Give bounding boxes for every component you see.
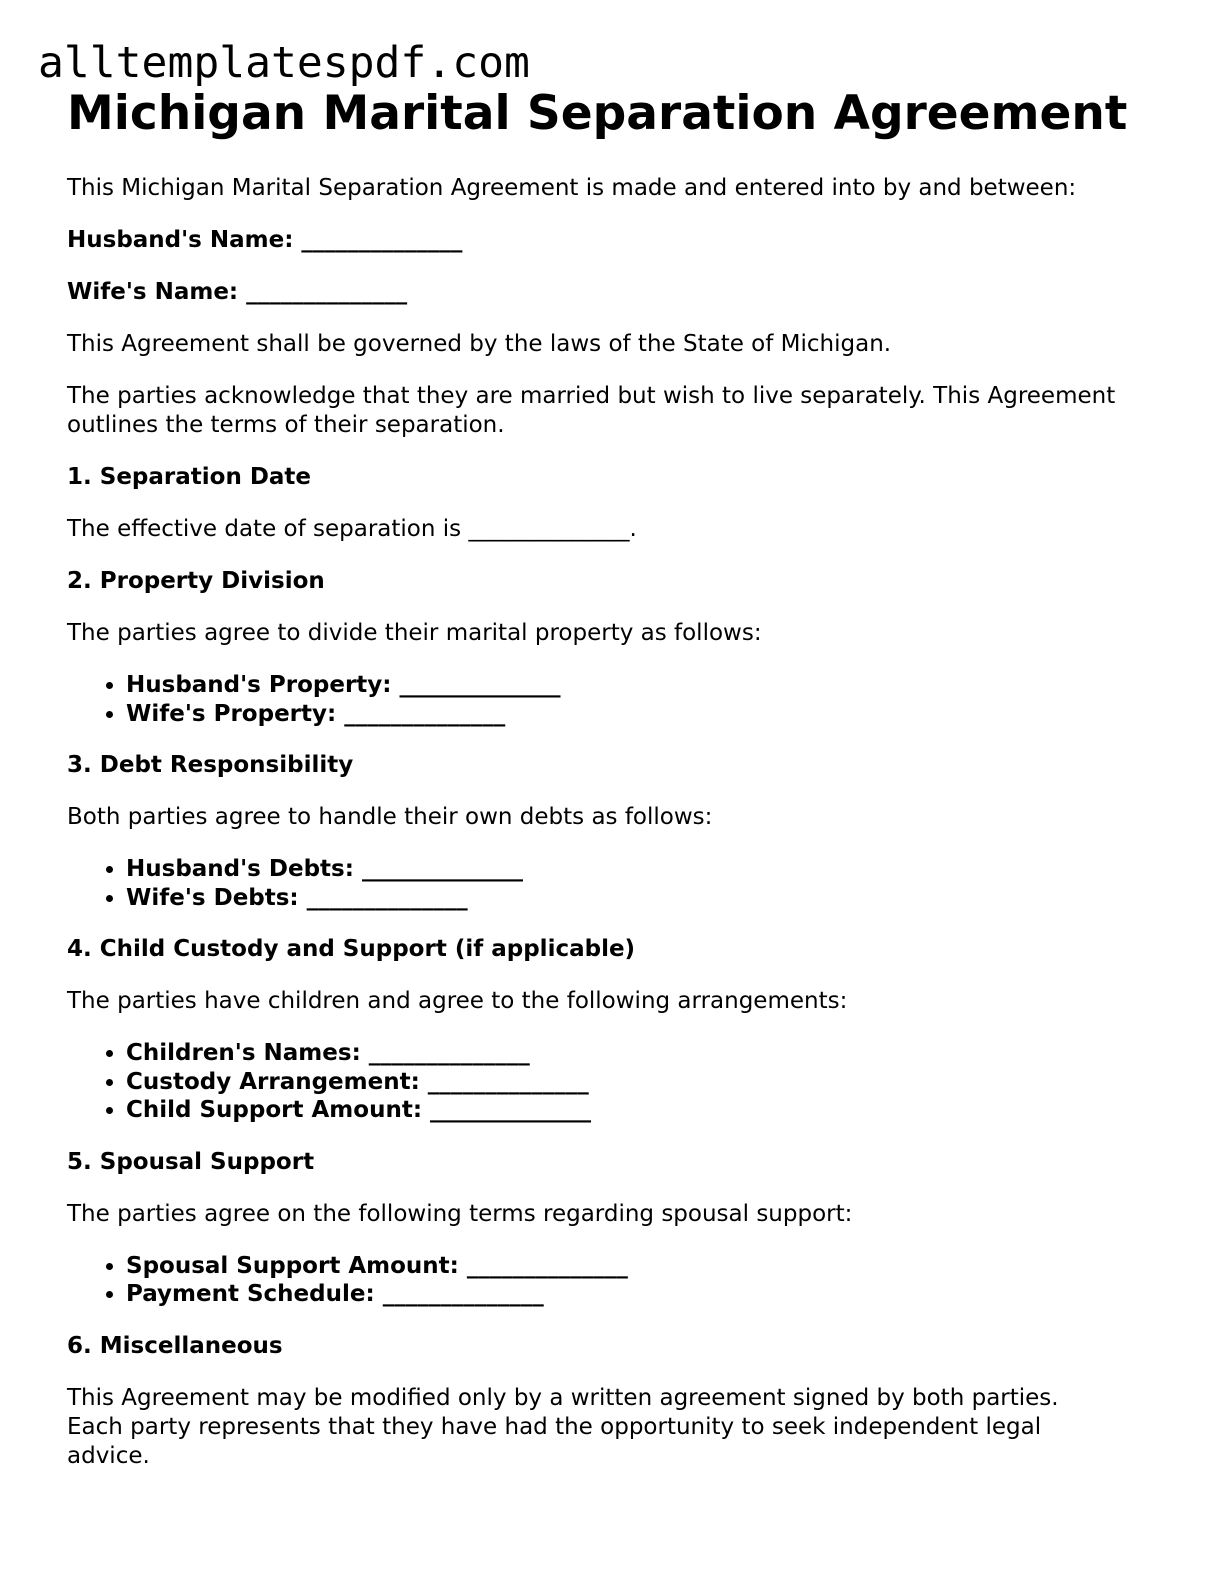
spousal-support-heading: 5. Spousal Support	[67, 1148, 315, 1175]
spousal-support-paragraph: The parties agree on the following terms regarding spousal support:	[67, 1200, 853, 1227]
list-item	[126, 671, 1167, 700]
document-title: Michigan Marital Separation Agreement	[67, 86, 1128, 141]
custody-list	[67, 1039, 1167, 1125]
spousal-support-amount-blank[interactable]: ______________	[466, 1252, 628, 1279]
wife-name-blank[interactable]: ______________	[246, 279, 408, 305]
spousal-support-amount-label: Spousal Support Amount:	[126, 1252, 459, 1279]
children-names-blank[interactable]: ______________	[368, 1040, 530, 1066]
property-division-heading: 2. Property Division	[67, 568, 325, 594]
property-list	[67, 671, 1167, 728]
acknowledgement-paragraph: The parties acknowledge that they are married but wish to live separately. This Agreement outlines the terms of their separation.	[67, 383, 1116, 438]
husband-name-line	[67, 226, 1167, 255]
debt-responsibility-heading: 3. Debt Responsibility	[67, 752, 354, 778]
separation-date-text: The effective date of separation is	[67, 516, 462, 542]
wife-property-label: Wife's Property:	[126, 700, 337, 727]
husband-name-blank[interactable]: ______________	[301, 227, 463, 253]
payment-schedule-blank[interactable]: ______________	[382, 1281, 544, 1307]
child-custody-heading: 4. Child Custody and Support (if applicable)	[67, 936, 636, 962]
list-item	[126, 884, 1167, 913]
list-item	[126, 1252, 1167, 1281]
child-support-amount-blank[interactable]: ______________	[430, 1097, 592, 1123]
husband-debts-blank[interactable]: ______________	[361, 856, 523, 882]
spousal-list	[67, 1252, 1167, 1309]
list-item	[126, 1039, 1167, 1068]
children-names-label: Children's Names:	[126, 1040, 361, 1066]
miscellaneous-paragraph: This Agreement may be modified only by a written agreement signed by both parties. Each party represents that they have had the opportunity to seek independent legal advice.	[67, 1384, 1059, 1469]
watermark: alltemplatespdf.com	[38, 38, 530, 88]
property-division-paragraph: The parties agree to divide their marital property as follows:	[67, 620, 762, 646]
child-custody-paragraph: The parties have children and agree to the following arrangements:	[67, 988, 848, 1014]
list-item	[126, 1280, 1167, 1309]
husband-debts-label: Husband's Debts:	[126, 856, 354, 882]
separation-date-heading: 1. Separation Date	[67, 464, 312, 490]
child-support-amount-label: Child Support Amount:	[126, 1097, 423, 1123]
list-item	[126, 855, 1167, 884]
governing-law-paragraph: This Agreement shall be governed by the laws of the State of Michigan.	[67, 331, 892, 357]
list-item	[126, 1096, 1167, 1125]
wife-name-label: Wife's Name:	[67, 279, 239, 305]
intro-paragraph: This Michigan Marital Separation Agreement is made and entered into by and between:	[67, 175, 1077, 201]
husband-property-blank[interactable]: ______________	[399, 672, 561, 698]
wife-debts-label: Wife's Debts:	[126, 884, 299, 911]
document-page	[67, 84, 1167, 1471]
list-item	[126, 1068, 1167, 1097]
wife-name-line	[67, 278, 1167, 307]
wife-property-blank[interactable]: ______________	[344, 700, 506, 727]
custody-arrangement-blank[interactable]: ______________	[427, 1068, 589, 1095]
separation-date-blank[interactable]: ______________	[468, 516, 630, 542]
wife-debts-blank[interactable]: ______________	[306, 884, 468, 911]
husband-property-label: Husband's Property:	[126, 672, 392, 698]
list-item	[126, 700, 1167, 729]
husband-name-label: Husband's Name:	[67, 227, 294, 253]
miscellaneous-heading: 6. Miscellaneous	[67, 1332, 283, 1359]
debt-list	[67, 855, 1167, 912]
custody-arrangement-label: Custody Arrangement:	[126, 1068, 420, 1095]
debt-responsibility-paragraph: Both parties agree to handle their own debts as follows:	[67, 804, 713, 830]
separation-date-period: .	[629, 516, 637, 542]
separation-date-paragraph	[67, 515, 1167, 544]
payment-schedule-label: Payment Schedule:	[126, 1281, 375, 1307]
